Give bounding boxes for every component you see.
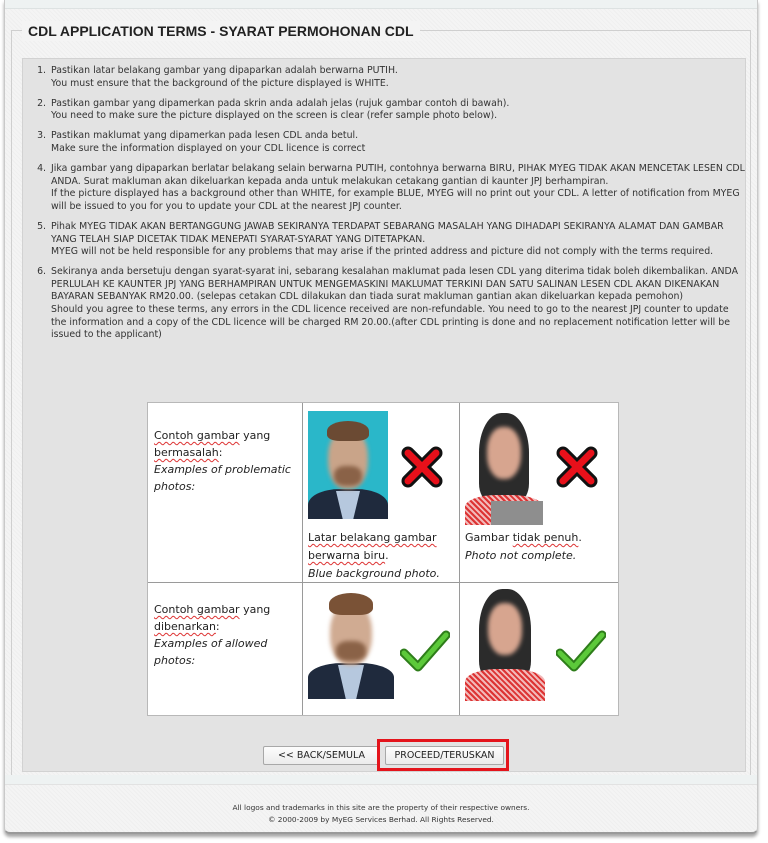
blue-background-caption: Latar belakang gambar berwarna biru. Blue background photo. (308, 531, 440, 580)
footer-trademark-notice: All logos and trademarks in this site are the property of their respective owners. (232, 803, 530, 812)
allowed-male-photo (308, 589, 394, 699)
proceed-button[interactable]: PROCEED/TERUSKAN (385, 746, 504, 765)
term-item-4 (49, 163, 745, 213)
footer-divider (5, 784, 757, 785)
term-text-en: MYEG will not be held responsible for any problems that may arise if the printed address and picture did not comply with the terms required. (51, 246, 714, 258)
term-text-en: Make sure the information displayed on your CDL licence is correct (51, 142, 366, 154)
terms-list (23, 59, 745, 342)
term-text-en: You need to make sure the picture displayed on the screen is clear (refer sample photo below). (51, 110, 498, 122)
problematic-label-cell (148, 403, 303, 583)
allowed-female-photo-cell (460, 583, 618, 715)
allowed-male-photo-cell (303, 583, 460, 715)
check-icon (400, 629, 450, 673)
term-text-en: You must ensure that the background of the picture displayed is WHITE. (51, 77, 389, 89)
incomplete-photo (465, 413, 543, 525)
check-icon (556, 629, 606, 673)
allowed-label: Contoh gambar yang dibenarkan: Examples of allowed photos: (154, 603, 271, 667)
term-text-ms: 1. Pastikan latar belakang gambar yang dipaparkan adalah berwarna PUTIH. (51, 65, 398, 76)
term-text-ms: 4. Jika gambar yang dipaparkan berlatar belakang selain berwarna PUTIH, contohnya berwarna BIRU, PIHAK MYEG TIDAK AKAN MENCETAK LESEN CDL ANDA. Surat makluman akan dikeluarkan kepada anda untuk melakukan cetakang gantian di kaunter JPJ berhampiran. (51, 163, 745, 187)
back-button[interactable]: << BACK/SEMULA (263, 746, 380, 765)
terms-fieldset (11, 23, 751, 782)
terms-content (22, 58, 746, 772)
footer (5, 802, 757, 826)
photo-examples-table (147, 402, 619, 716)
term-text-ms: 2. Pastikan gambar yang dipamerkan pada skrin anda adalah jelas (rujuk gambar contoh di bawah). (51, 97, 510, 109)
cross-icon (555, 445, 599, 489)
term-item-1 (49, 65, 745, 90)
incomplete-photo-caption: Gambar tidak penuh. Photo not complete. (465, 531, 582, 562)
term-item-6 (49, 266, 745, 342)
allowed-female-photo (465, 589, 545, 701)
term-item-5 (49, 221, 745, 259)
allowed-label-cell (148, 583, 303, 715)
term-text-ms: 6. Sekiranya anda bersetuju dengan syarat-syarat ini, sebarang kesalahan maklumat pada lesen CDL yang diterima tidak boleh dikembalikan. ANDA PERLULAH KE KAUNTER JPJ YANG BERHAMPIRAN UNTUK MENGEMASKINI MAKLUMAT TERKINI DAN SATU SALINAN LESEN CDL AKAN DIKENAKAN BAYARAN SEBANYAK RM20.00. (selepas cetakan CDL dilakukan dan tiada surat makluman gantian akan dikeluarkan kepada pemohon) (51, 266, 739, 303)
term-text-ms: 5. Pihak MYEG TIDAK AKAN BERTANGGUNG JAWAB SEKIRANYA TERDAPAT SEBARANG MASALAH YANG DIHADAPI SEKIRANYA ALAMAT DAN GAMBAR YANG TELAH SIAP DICETAK TIDAK MENEPATI SYARAT-SYARAT YANG DITETAPKAN. (51, 220, 724, 245)
blue-background-photo (308, 411, 388, 519)
cross-icon (400, 445, 444, 489)
proceed-button-highlight (377, 739, 509, 771)
page-frame (4, 0, 758, 834)
footer-copyright: © 2000-2009 by MyEG Services Berhad. All Rights Reserved. (268, 815, 494, 824)
term-item-2 (49, 98, 745, 123)
blue-background-photo-cell (303, 403, 460, 583)
problematic-label: Contoh gambar yang bermasalah: Examples of problematic photos: (154, 429, 291, 493)
term-text-ms: 3. Pastikan maklumat yang dipamerkan pada lesen CDL anda betul. (51, 130, 359, 142)
incomplete-photo-cell (460, 403, 618, 583)
term-item-3 (49, 130, 745, 155)
page-title: CDL APPLICATION TERMS - SYARAT PERMOHONAN CDL (22, 21, 420, 41)
top-strip (5, 0, 757, 9)
term-text-en: Should you agree to these terms, any errors in the CDL licence received are non-refundable. You need to go to the nearest JPJ counter to update the information and a copy of the CDL licence will be charged RM 20.00.(after CDL printing is done and no replacement notification letter will be issued to the applicant) (51, 304, 730, 341)
term-text-en: If the picture displayed has a background other than WHITE, for example BLUE, MYEG will no print out your CDL. A letter of notification from MYEG will be issued to you for you to update your CDL at the nearest JPJ counter. (51, 188, 740, 212)
